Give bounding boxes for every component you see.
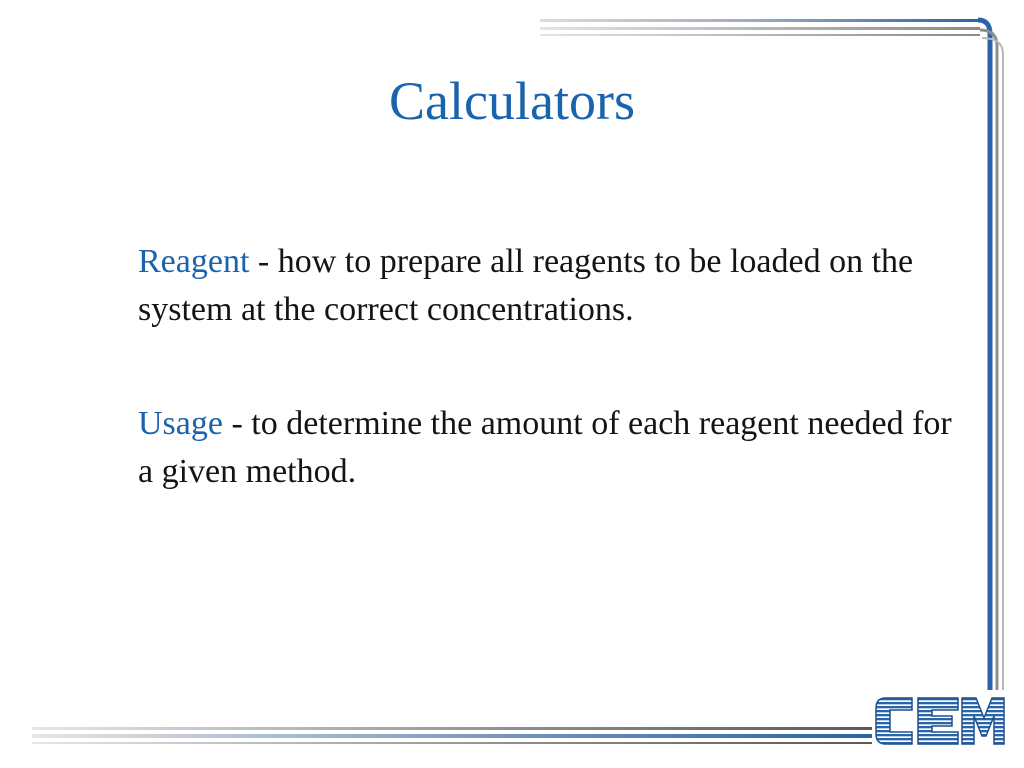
reagent-term: Reagent bbox=[138, 243, 250, 280]
usage-description: - to determine the amount of each reagent needed for a given method. bbox=[138, 405, 952, 490]
slide-title: Calculators bbox=[389, 71, 635, 131]
top-rule bbox=[540, 19, 980, 36]
list-item bbox=[138, 238, 958, 334]
cem-logo-icon bbox=[874, 690, 1006, 752]
slide-body bbox=[138, 238, 958, 562]
list-item bbox=[138, 400, 958, 496]
usage-term: Usage bbox=[138, 405, 223, 442]
reagent-description: - how to prepare all reagents to be loaded on the system at the correct concentrations. bbox=[138, 243, 914, 328]
bottom-rule bbox=[32, 727, 872, 744]
